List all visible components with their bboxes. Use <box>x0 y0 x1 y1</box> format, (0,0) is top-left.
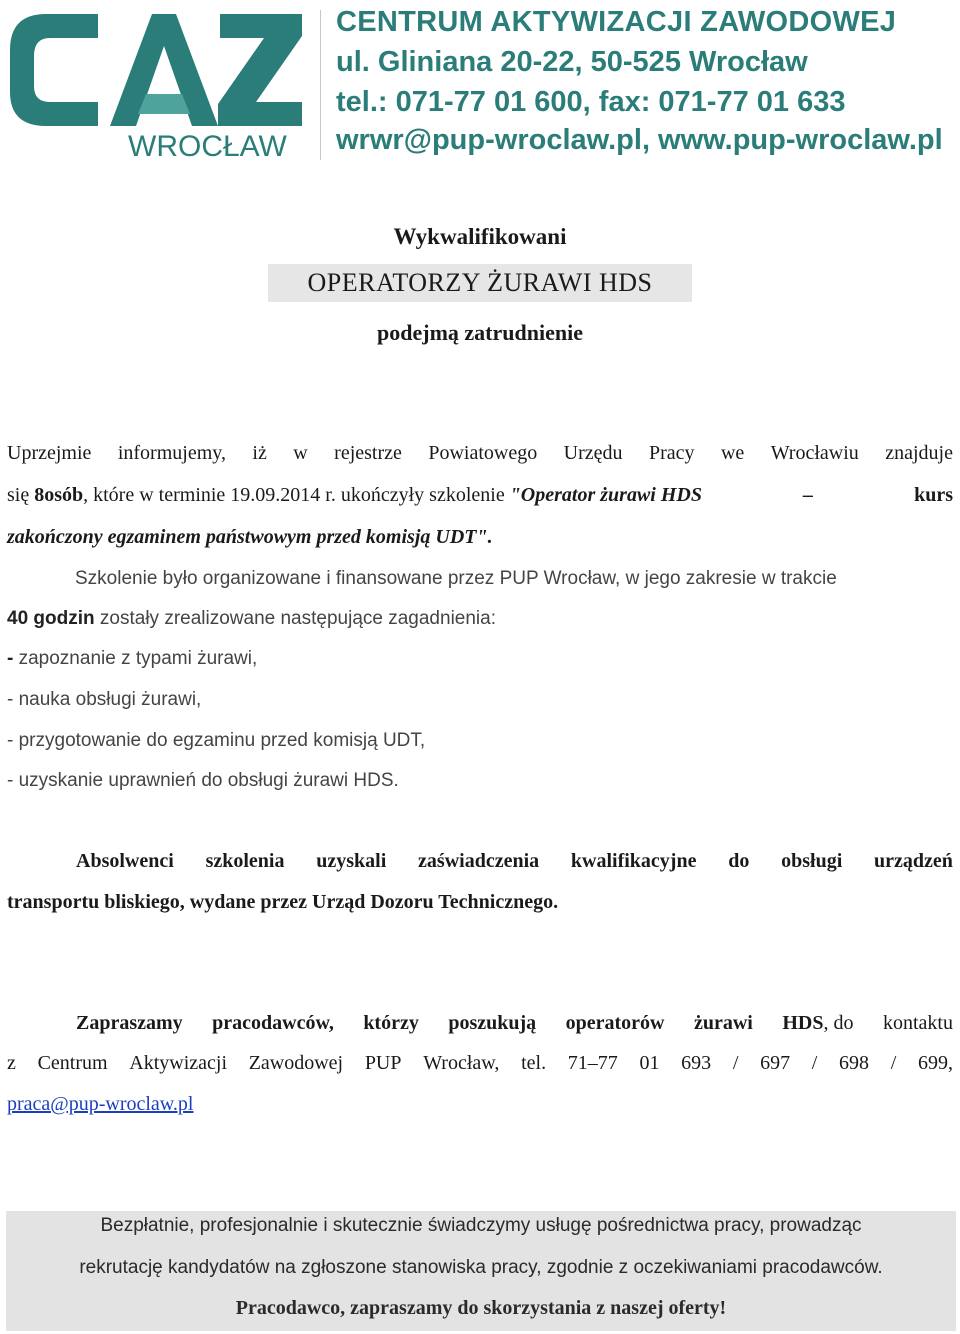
logo-letter-c <box>10 14 98 126</box>
word: Aktywizacji <box>129 1052 228 1074</box>
word: znajduje <box>885 442 953 464</box>
word: HDS, do <box>782 1012 854 1034</box>
training-item: - zapoznanie z typami żurawi, <box>7 648 258 669</box>
word: którzy <box>363 1012 419 1034</box>
word: uzyskali <box>316 850 387 872</box>
word: urządzeń <box>874 850 953 872</box>
logo-letter-a-bar <box>138 94 190 114</box>
word: Pracy <box>648 442 695 464</box>
course-name: "Operator żurawi HDS <box>509 484 702 506</box>
training-hours: 40 godzin <box>7 608 95 629</box>
word: z <box>7 1052 16 1074</box>
word: , do <box>823 1012 854 1034</box>
word: pracodawców, <box>212 1012 334 1034</box>
footer-box <box>6 1211 956 1331</box>
word: / <box>890 1052 897 1074</box>
word: 697 <box>760 1052 791 1074</box>
word: 01 <box>639 1052 660 1074</box>
word: / <box>732 1052 739 1074</box>
training-item: - nauka obsługi żurawi, <box>7 689 202 710</box>
word: informujemy, <box>117 442 226 464</box>
word: obsługi <box>781 850 843 872</box>
word: Powiatowego <box>428 442 538 464</box>
word: szkolenia <box>205 850 285 872</box>
word: Wrocławiu <box>770 442 859 464</box>
word: / <box>811 1052 818 1074</box>
word: tel. <box>521 1052 547 1074</box>
logo-city: WROCŁAW <box>128 130 287 163</box>
persons-count: 8osób <box>34 484 84 506</box>
title-line-3: podejmą zatrudnienie <box>377 320 583 345</box>
course-dash: – <box>803 484 814 506</box>
intro-line-3: zakończony egzaminem państwowym przed komisją UDT". <box>7 526 493 548</box>
org-web: wrwr@pup-wroclaw.pl, www.pup-wroclaw.pl <box>336 124 943 156</box>
word: Uprzejmie <box>7 442 92 464</box>
title-line-2: OPERATORZY ŻURAWI HDS <box>268 264 692 302</box>
graduates-line-1 <box>76 850 953 873</box>
word: poszukują <box>448 1012 537 1034</box>
word: Zawodowej <box>248 1052 344 1074</box>
word: w <box>293 442 308 464</box>
word: do <box>728 850 750 872</box>
word: Centrum <box>37 1052 108 1074</box>
word: 699, <box>917 1052 953 1074</box>
word: kwalifikacyjne <box>570 850 697 872</box>
header-divider <box>320 10 321 160</box>
footer-line-1: Bezpłatnie, profesjonalnie i skutecznie świadczymy usługę pośrednictwa pracy, prowadząc <box>100 1215 862 1236</box>
word: 698 <box>839 1052 870 1074</box>
word: rejestrze <box>334 442 402 464</box>
training-line-1: Szkolenie było organizowane i finansowane przez PUP Wrocław, w jego zakresie w trakcie <box>75 568 837 589</box>
training-item: - przygotowanie do egzaminu przed komisją UDT, <box>7 730 426 751</box>
footer-line-2: rekrutację kandydatów na zgłoszone stanowiska pracy, zgodnie z oczekiwaniami pracodawców. <box>79 1257 883 1278</box>
graduates-line-2: transportu bliskiego, wydane przez Urząd Dozoru Technicznego. <box>7 891 559 913</box>
invite-line-2 <box>7 1052 953 1075</box>
word: Absolwenci <box>76 850 174 872</box>
org-name: CENTRUM AKTYWIZACJI ZAWODOWEJ <box>336 6 897 38</box>
footer-cta: Pracodawco, zapraszamy do skorzystania z naszej oferty! <box>235 1297 727 1319</box>
title-line-1: Wykwalifikowani <box>393 224 567 249</box>
word: Wrocław, <box>423 1052 500 1074</box>
word: 71–77 <box>567 1052 618 1074</box>
word: Urzędu <box>563 442 623 464</box>
invite-line-3 <box>7 1093 953 1116</box>
invite-line-1 <box>76 1012 953 1035</box>
training-text: zostały zrealizowane następujące zagadnienia: <box>94 608 496 629</box>
word: we <box>720 442 745 464</box>
word: Zapraszamy <box>76 1012 183 1034</box>
word: 693 <box>681 1052 712 1074</box>
org-address: ul. Gliniana 20-22, 50-525 Wrocław <box>336 46 808 78</box>
word: żurawi <box>693 1012 753 1034</box>
intro-text: , które w terminie 19.09.2014 r. ukończyły szkolenie <box>83 484 510 506</box>
word: PUP <box>364 1052 402 1074</box>
training-item-text: zapoznanie z typami żurawi, <box>18 648 258 669</box>
caz-logo <box>6 6 306 164</box>
intro-line-1 <box>7 442 953 465</box>
org-phone: tel.: 071-77 01 600, fax: 071-77 01 633 <box>336 86 846 118</box>
word: operatorów <box>565 1012 665 1034</box>
word: zaświadczenia <box>418 850 540 872</box>
training-line-2 <box>7 608 953 630</box>
intro-word: się <box>7 484 30 506</box>
intro-line-2 <box>7 484 953 507</box>
training-item: - uzyskanie uprawnień do obsługi żurawi HDS. <box>7 770 399 791</box>
course-kurs: kurs <box>914 484 953 506</box>
word: iż <box>252 442 267 464</box>
logo-letter-z <box>218 14 302 126</box>
word: kontaktu <box>882 1012 953 1034</box>
letterhead <box>0 0 960 170</box>
contact-email-link[interactable]: praca@pup-wroclaw.pl <box>7 1093 194 1115</box>
